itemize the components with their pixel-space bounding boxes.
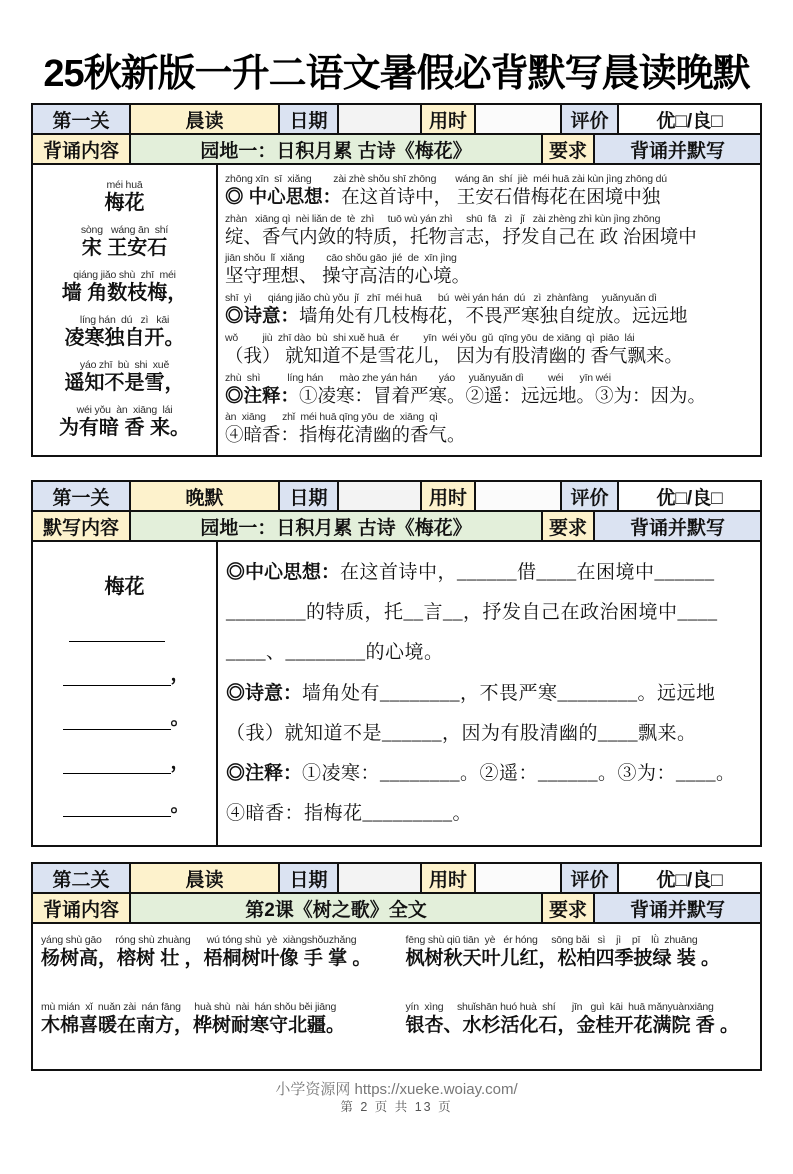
analysis-line: wǒ jiù zhī dào bù shi xuě huā ér yīn wéi yǒu gǔ qīng yōu de xiāng qì piāo lái （我） 就知道不是雪花儿， 因为有股清幽的 香气飘来。 xyxy=(225,331,683,367)
section1-table xyxy=(31,103,762,457)
worksheet-page xyxy=(0,52,793,1174)
footer-page-number: 第 2 页 共 13 页 xyxy=(340,1100,453,1114)
section2-level-cell: 第一关 xyxy=(33,482,129,510)
section1-date-value-cell xyxy=(337,105,420,133)
footer-site-url: 小学资源网 https://xueke.woiay.com/ xyxy=(275,1081,518,1098)
fill-line: ◎注释：①凌寒：________。②遥：______。③为：____。 xyxy=(226,762,736,784)
section1-requirement-value: 背诵并默写 xyxy=(593,135,760,163)
section3-date-value-cell xyxy=(337,864,420,892)
write-blank xyxy=(63,708,171,730)
write-blank xyxy=(69,620,165,642)
section1-body xyxy=(33,165,760,455)
dictation-column xyxy=(33,542,218,845)
song-line: yín xìng shuǐshān huó huà shí jīn guì kāi huā mǎnyuànxiāng 银杏、水杉活化石，金桂开花满院 香 。 xyxy=(405,1000,740,1036)
write-blank xyxy=(63,664,171,686)
section3-header-row2 xyxy=(33,894,760,924)
poem-author: sòng wáng ān shí 宋 王安石 xyxy=(80,224,169,259)
section3-content-title: 第2课《树之歌》全文 xyxy=(129,894,541,922)
dictation-blank-line xyxy=(69,618,181,642)
section2-body xyxy=(33,542,760,845)
section1-date-label: 日期 xyxy=(278,105,337,133)
section2-date-label: 日期 xyxy=(278,482,337,510)
section3-mode-cell: 晨读 xyxy=(129,864,278,892)
fill-line: ④暗香：指梅花_________。 xyxy=(226,802,473,824)
section2-requirement-value: 背诵并默写 xyxy=(593,512,760,540)
section3-table xyxy=(31,862,762,1071)
section2-rating-checkboxes: 优□/良□ xyxy=(617,482,760,510)
dictation-poem-title: 梅花 xyxy=(104,575,145,598)
section2-evaluation-label: 评价 xyxy=(560,482,617,510)
section3-date-label: 日期 xyxy=(278,864,337,892)
section2-requirement-label: 要求 xyxy=(541,512,593,540)
analysis-line: zhōng xīn sī xiǎng zài zhè shǒu shī zhōng wáng ān shí jiè méi huā zài kùn jìng zhōng dú ◎ 中心思想：在这首诗中， 王安石借梅花在困境中独 xyxy=(225,172,667,208)
dictation-blank-line: ， xyxy=(63,750,187,774)
dictation-blank-line: ， xyxy=(63,662,187,686)
section3-time-value-cell xyxy=(474,864,560,892)
poem-line: líng hán dú zì kāi 凌寒独自开。 xyxy=(64,314,185,349)
fill-line: ◎诗意：墙角处有________，不畏严寒________。远远地 xyxy=(226,682,716,704)
poem-line: wéi yǒu àn xiāng lái 为有暗 香 来。 xyxy=(58,404,191,439)
fill-in-column xyxy=(218,542,760,845)
fill-line: ____、________的心境。 xyxy=(226,642,444,664)
section2-date-value-cell xyxy=(337,482,420,510)
poem-title: méi huā 梅花 xyxy=(104,179,145,214)
section3-level-cell: 第二关 xyxy=(33,864,129,892)
page-footer xyxy=(31,1080,762,1116)
dictation-blank-line: 。 xyxy=(63,706,187,730)
section3-time-label: 用时 xyxy=(420,864,474,892)
song-line: mù mián xǐ nuǎn zài nán fāng huà shù nài hán shǒu běi jiāng 木棉喜暖在南方，桦树耐寒守北疆。 xyxy=(41,1000,346,1036)
song-line: yáng shù gāo róng shù zhuàng wú tóng shù yè xiàngshǒuzhǎng 杨树高，榕树 壮 ，梧桐树叶像 手 掌 。 xyxy=(41,934,372,969)
section2-header-row2 xyxy=(33,512,760,542)
section3-requirement-value: 背诵并默写 xyxy=(593,894,760,922)
analysis-line: àn xiāng zhǐ méi huā qīng yōu de xiāng qì ④暗香：指梅花清幽的香气。 xyxy=(225,411,466,447)
dictation-blank-line: 。 xyxy=(63,793,187,817)
section1-time-value-cell xyxy=(474,105,560,133)
section2-time-value-cell xyxy=(474,482,560,510)
section1-evaluation-label: 评价 xyxy=(560,105,617,133)
analysis-line: zhù shì líng hán mào zhe yán hán yáo yuǎnyuǎn dì wéi yīn wéi ◎注释：①凌寒：冒着严寒。②遥：远远地。③为：因为。 xyxy=(225,371,707,407)
poem-line: qiáng jiǎo shù zhī méi 墙 角数枝梅， xyxy=(61,269,188,304)
song-line: fēng shù qiū tiān yè ér hóng sōng bǎi sì jì pī lǜ zhuāng 枫树秋天叶儿红，松柏四季披绿 装 。 xyxy=(405,934,721,969)
section3-requirement-label: 要求 xyxy=(541,894,593,922)
poem-column xyxy=(33,165,218,455)
analysis-line: jiān shǒu lǐ xiǎng cāo shǒu gāo jié de xīn jìng 坚守理想、 操守高洁的心境。 xyxy=(225,252,471,288)
section2-time-label: 用时 xyxy=(420,482,474,510)
section1-header-row2 xyxy=(33,135,760,165)
fill-line: ◎中心思想：在这首诗中，______借____在困境中______ xyxy=(226,562,715,584)
section2-content-label: 默写内容 xyxy=(33,512,129,540)
section1-rating-checkboxes: 优□/良□ xyxy=(617,105,760,133)
section1-level-cell: 第一关 xyxy=(33,105,129,133)
analysis-column xyxy=(218,165,760,455)
section1-content-title: 园地一：日积月累 古诗《梅花》 xyxy=(129,135,541,163)
section1-content-label: 背诵内容 xyxy=(33,135,129,163)
fill-line: ________的特质，托__言__，抒发自己在政治困境中____ xyxy=(226,602,718,624)
section1-requirement-label: 要求 xyxy=(541,135,593,163)
section3-body xyxy=(33,924,760,1069)
analysis-line: zhàn xiāng qì nèi liǎn de tè zhì tuō wù yán zhì shū fā zì jǐ zài zhèng zhì kùn jìng zhōng 绽、香气内敛的特质，托物言志，抒发自己在 政 治困境中 xyxy=(225,212,697,248)
fill-line: （我）就知道不是______，因为有股清幽的____飘来。 xyxy=(226,722,697,744)
analysis-line: shī yì qiáng jiǎo chù yǒu jǐ zhī méi huā bú wèi yán hán dú zì zhànfàng yuǎnyuǎn dì ◎诗意：墙角处有几枝梅花，不畏严寒独自绽放。远远地 xyxy=(225,292,688,327)
section3-evaluation-label: 评价 xyxy=(560,864,617,892)
section2-mode-cell: 晚默 xyxy=(129,482,278,510)
section3-content-label: 背诵内容 xyxy=(33,894,129,922)
section3-rating-checkboxes: 优□/良□ xyxy=(617,864,760,892)
poem-line: yáo zhī bù shi xuě 遥知不是雪， xyxy=(64,359,185,394)
section2-content-title: 园地一：日积月累 古诗《梅花》 xyxy=(129,512,541,540)
write-blank xyxy=(63,795,171,817)
section1-mode-cell: 晨读 xyxy=(129,105,278,133)
section2-header-row1 xyxy=(33,482,760,512)
section1-header-row1 xyxy=(33,105,760,135)
section1-time-label: 用时 xyxy=(420,105,474,133)
write-blank xyxy=(63,752,171,774)
section3-header-row1 xyxy=(33,864,760,894)
section2-table xyxy=(31,480,762,847)
page-title: 25秋新版一升二语文暑假必背默写晨读晚默 xyxy=(43,53,750,95)
